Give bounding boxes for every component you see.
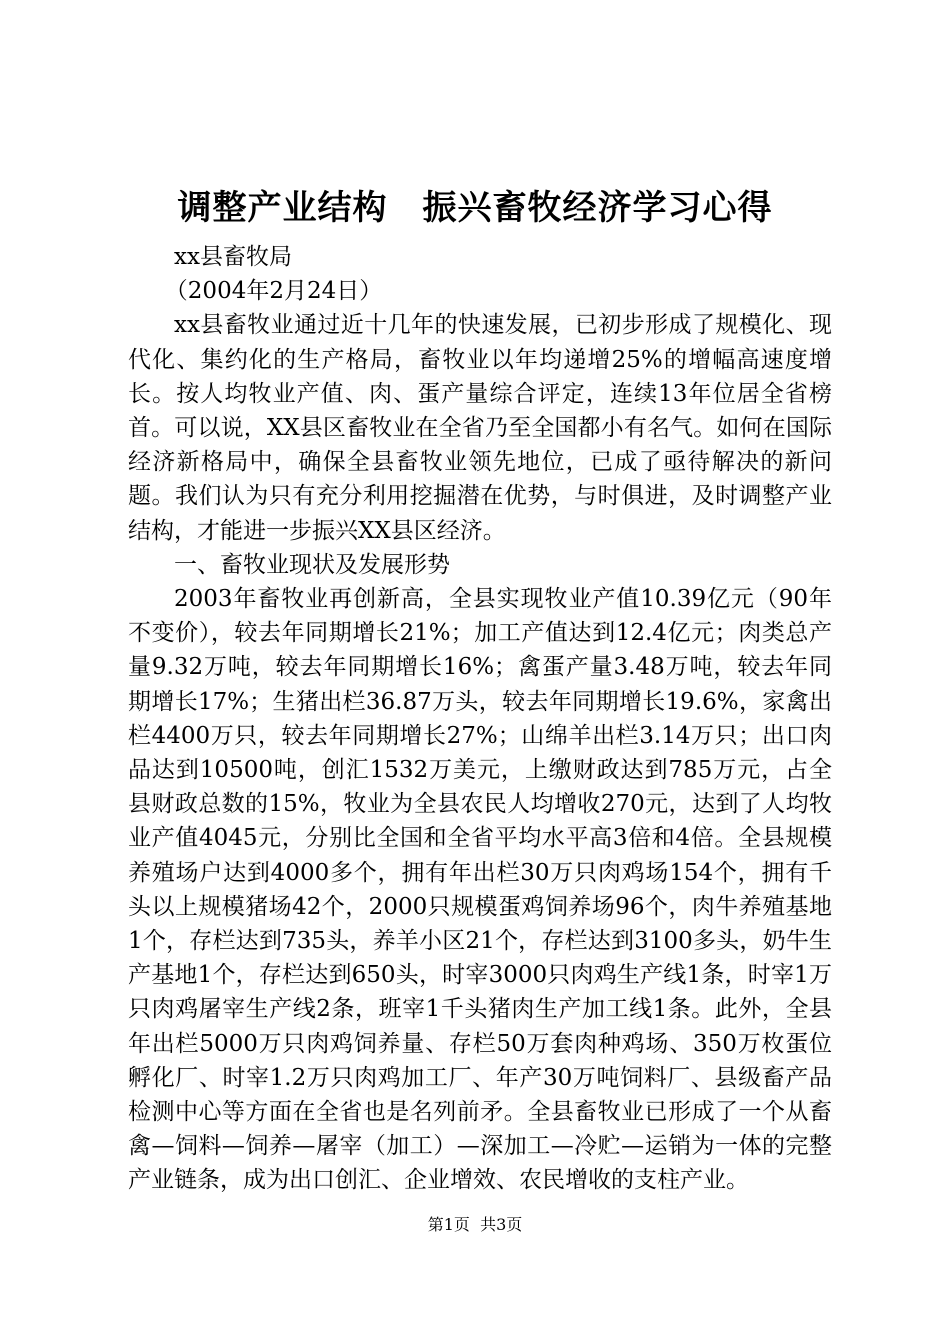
page-number-footer: 第1页 共3页 (427, 1215, 523, 1234)
author-line: xx县畜牧局 (174, 244, 292, 270)
document-body (128, 240, 832, 1198)
paragraph-intro: xx县畜牧业通过近十几年的快速发展，已初步形成了规模化、现代化、集约化的生产格局，畜牧业以年均递增25%的增幅高速度增长。按人均牧业产值、肉、蛋产量综合评定，连续13年位居全省榜首。可以说，XX县区畜牧业在全省乃至全国都小有名气。如何在国际经济新格局中，确保全县畜牧业领先地位，已成了亟待解决的新问题。我们认为只有充分利用挖掘潜在优势，与时俱进，及时调整产业结构，才能进一步振兴XX县区经济。 (128, 312, 832, 544)
date-line: （2004年2月24日） (164, 278, 383, 305)
section-heading: 一、畜牧业现状及发展形势 (174, 551, 450, 578)
paragraph-status: 2003年畜牧业再创新高，全县实现牧业产值10.39亿元（90年不变价），较去年同期增长21%；加工产值达到12.4亿元；肉类总产量9.32万吨，较去年同期增长16%；禽蛋产量3.48万吨，较去年同期增长17%；生猪出栏36.87万头，较去年同期增长19.6%，家禽出栏4400万只，较去年同期增长27%；山绵羊出栏3.14万只；出口肉品达到10500吨，创汇1532万美元，上缴财政达到785万元，占全县财政总数的15%，牧业为全县农民人均增收270元，达到了人均牧业产值4045元，分别比全国和全省平均水平高3倍和4倍。全县规模养殖场户达到4000多个，拥有年出栏30万只肉鸡场154个，拥有千头以上规模猪场42个，2000只规模蛋鸡饲养场96个，肉牛养殖基地1个，存栏达到735头，养羊小区21个，存栏达到3100多头，奶牛生产基地1个，存栏达到650头，时宰3000只肉鸡生产线1条，时宰1万只肉鸡屠宰生产线2条，班宰1千头猪肉生产加工线1条。此外，全县年出栏5000万只肉鸡饲养量、存栏50万套肉种鸡场、350万枚蛋位孵化厂、时宰1.2万只肉鸡加工厂、年产30万吨饲料厂、县级畜产品检测中心等方面在全省也是名列前矛。全县畜牧业已形成了一个从畜禽—饲料—饲养—屠宰（加工）—深加工—冷贮—运销为一体的完整产业链条，成为出口创汇、企业增效、农民增收的支柱产业。 (128, 586, 832, 1194)
document-title: 调整产业结构 振兴畜牧经济学习心得 (177, 188, 773, 228)
